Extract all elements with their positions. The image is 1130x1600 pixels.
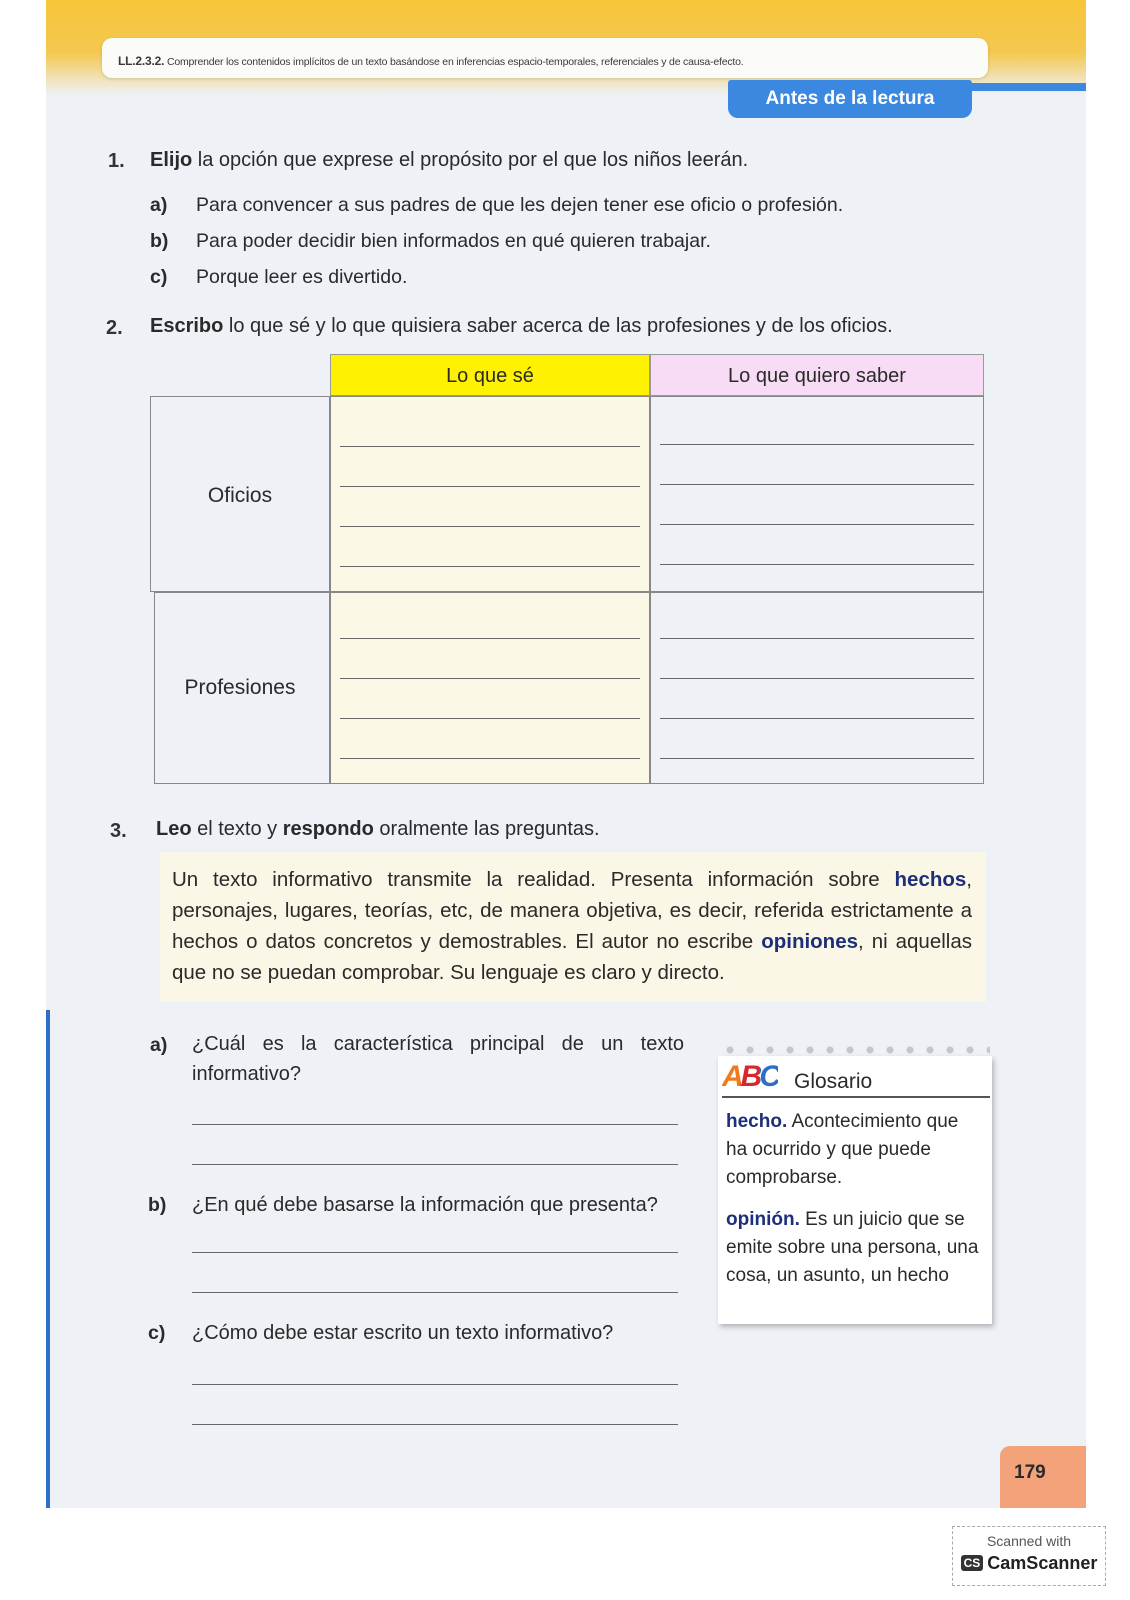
q3a-line-1: ¿Cuál es la característica principal de un texto xyxy=(192,1033,684,1055)
answer-line[interactable] xyxy=(340,486,640,487)
answer-line[interactable] xyxy=(660,484,974,485)
standard-text xyxy=(118,54,744,68)
answer-line[interactable] xyxy=(192,1164,678,1165)
glossary-spiral xyxy=(720,1046,990,1054)
answer-line[interactable] xyxy=(340,718,640,719)
glossary-term: hecho. xyxy=(726,1111,788,1132)
answer-line[interactable] xyxy=(660,638,974,639)
q1-option-c[interactable] xyxy=(150,266,407,289)
cell-profesiones-know[interactable] xyxy=(330,592,650,784)
glossary-entry-hecho xyxy=(726,1108,984,1192)
answer-line[interactable] xyxy=(660,564,974,565)
info-part-3: , ni aquellas que no se puedan comprobar. Su lenguaje es claro y directo. xyxy=(172,930,972,984)
info-paragraph xyxy=(172,864,972,988)
col-header-know: Lo que sé xyxy=(330,354,650,396)
glossary-term: opinión. xyxy=(726,1209,800,1230)
camscanner-watermark xyxy=(952,1526,1106,1586)
cell-oficios-know[interactable] xyxy=(330,396,650,592)
q3-number: 3. xyxy=(110,820,127,842)
sub-letter: c) xyxy=(148,1322,166,1344)
glossary-definition: Es un juicio que se emite sobre una persona, una cosa, un asunto, un hecho xyxy=(726,1209,979,1286)
option-letter: a) xyxy=(150,194,168,216)
q2-text: lo que sé y lo que quisiera saber acerca de las profesiones y de los oficios. xyxy=(228,315,893,337)
q1-prompt xyxy=(150,149,748,172)
page-number: 179 xyxy=(1000,1446,1086,1508)
answer-line[interactable] xyxy=(192,1384,678,1385)
standard-description: Comprender los contenidos implícitos de un texto basándose en inferencias espacio-temporales, referenciales y de causa-efecto. xyxy=(166,56,744,68)
q1-verb: Elijo xyxy=(150,149,193,171)
glossary-rule xyxy=(722,1096,990,1098)
glossary-definition: Acontecimiento que ha ocurrido y que puede comprobarse. xyxy=(726,1111,959,1188)
option-text: Para poder decidir bien informados en qué quieren trabajar. xyxy=(196,230,711,252)
answer-line[interactable] xyxy=(340,678,640,679)
answer-line[interactable] xyxy=(192,1424,678,1425)
glossary-abc-icon xyxy=(722,1060,778,1094)
glossary-logo-text: ABC xyxy=(722,1060,778,1093)
watermark-brand-text: CamScanner xyxy=(987,1553,1098,1573)
cell-profesiones-want[interactable] xyxy=(650,592,984,784)
info-part-2: , personajes, lugares, teorías, etc, de manera objetiva, es decir, referida estrictamente a hechos o datos concretos y demostrables. El autor no escribe xyxy=(172,868,972,953)
answer-line[interactable] xyxy=(660,718,974,719)
option-letter: c) xyxy=(150,266,168,288)
watermark-brand xyxy=(953,1553,1105,1574)
info-keyword-hechos: hechos xyxy=(894,868,967,891)
q3-verb-1: Leo xyxy=(156,818,192,840)
q1-option-b[interactable] xyxy=(150,230,711,253)
answer-line[interactable] xyxy=(192,1252,678,1253)
q3-mid: el texto y xyxy=(197,818,278,840)
q3-end: oralmente las preguntas. xyxy=(379,818,600,840)
glossary-title: Glosario xyxy=(794,1070,873,1093)
answer-line[interactable] xyxy=(340,638,640,639)
q2-prompt xyxy=(150,315,893,338)
sub-letter: a) xyxy=(150,1034,168,1056)
option-text: Porque leer es divertido. xyxy=(196,266,408,288)
q3-verb-2: respondo xyxy=(282,818,374,840)
col-header-want: Lo que quiero saber xyxy=(650,354,984,396)
answer-line[interactable] xyxy=(660,444,974,445)
sub-letter: b) xyxy=(148,1194,167,1216)
left-accent-rule xyxy=(46,1010,50,1508)
q3-prompt xyxy=(156,818,600,841)
info-keyword-opiniones: opiniones xyxy=(761,930,859,953)
q1-text: la opción que exprese el propósito por el que los niños leerán. xyxy=(197,149,749,171)
q1-option-a[interactable] xyxy=(150,194,843,217)
option-letter: b) xyxy=(150,230,169,252)
q3a-letter xyxy=(150,1034,167,1057)
option-text: Para convencer a sus padres de que les dejen tener ese oficio o profesión. xyxy=(196,194,844,216)
answer-line[interactable] xyxy=(340,758,640,759)
glossary-entry-opinion xyxy=(726,1206,984,1290)
q1-number: 1. xyxy=(108,150,125,172)
answer-line[interactable] xyxy=(340,566,640,567)
cell-oficios-want[interactable] xyxy=(650,396,984,592)
q3a-line-2: informativo? xyxy=(192,1063,301,1085)
answer-line[interactable] xyxy=(660,524,974,525)
answer-line[interactable] xyxy=(660,678,974,679)
q3b-letter xyxy=(148,1194,166,1217)
q3b-line-1: ¿En qué debe basarse la información que presenta? xyxy=(192,1194,658,1216)
q2-number: 2. xyxy=(106,317,123,339)
row-label-oficios: Oficios xyxy=(207,484,273,507)
answer-line[interactable] xyxy=(340,526,640,527)
camscanner-icon: CS xyxy=(961,1555,984,1571)
row-label-profesiones: Profesiones xyxy=(184,676,296,699)
answer-line[interactable] xyxy=(660,758,974,759)
q3c-line-1: ¿Cómo debe estar escrito un texto informativo? xyxy=(192,1322,614,1344)
info-part-1: Un texto informativo transmite la realidad. Presenta información sobre xyxy=(172,868,880,891)
q2-verb: Escribo xyxy=(150,315,224,337)
standard-code: LL.2.3.2. xyxy=(118,54,165,68)
answer-line[interactable] xyxy=(340,446,640,447)
answer-line[interactable] xyxy=(192,1292,678,1293)
section-tab: Antes de la lectura xyxy=(728,80,972,118)
answer-line[interactable] xyxy=(192,1124,678,1125)
watermark-top-text: Scanned with xyxy=(986,1533,1072,1549)
q3c-letter xyxy=(148,1322,165,1345)
